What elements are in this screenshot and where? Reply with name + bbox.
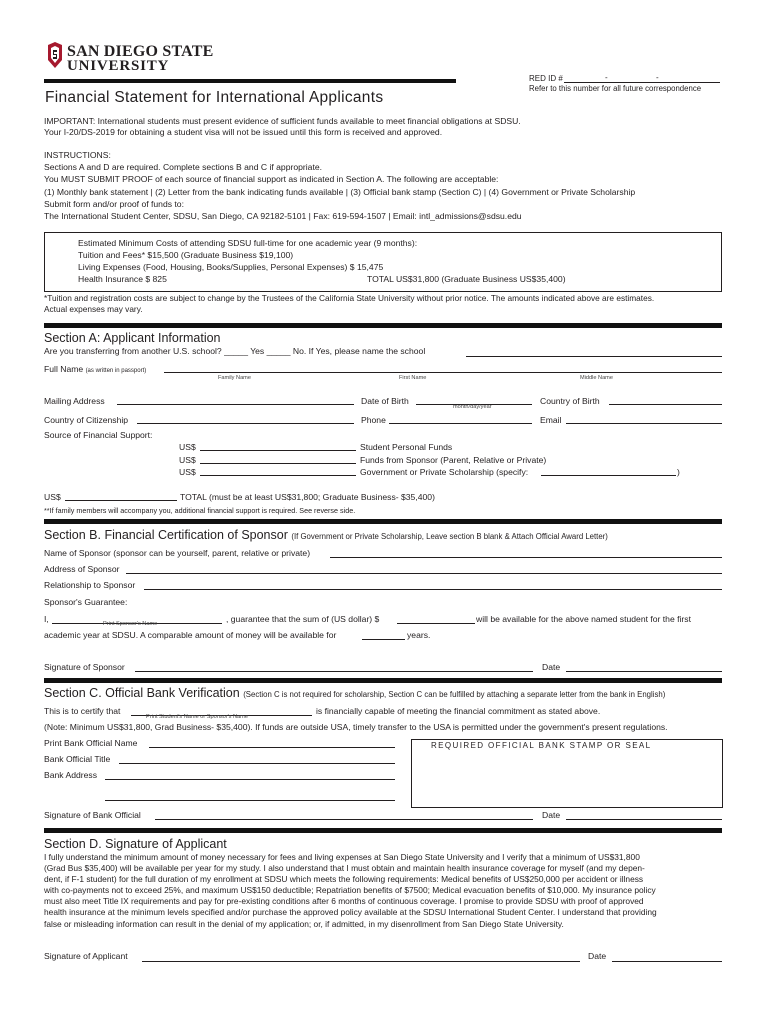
applicant-date-input[interactable] [612, 961, 722, 962]
scholarship-specify-input[interactable] [541, 475, 676, 476]
applicant-signature-input[interactable] [142, 961, 580, 962]
bank-signature-input[interactable] [155, 819, 533, 820]
red-id-label: RED ID # [529, 74, 563, 83]
mailing-address-label: Mailing Address [44, 396, 105, 406]
section-d-rule [44, 828, 722, 833]
bank-address-input-1[interactable] [105, 779, 395, 780]
capable-text: is financially capable of meeting the financial commitment as stated above. [316, 706, 601, 716]
sponsor-address-input[interactable] [126, 573, 722, 574]
bank-date-label: Date [542, 810, 561, 820]
first-name-hint: First Name [399, 375, 427, 381]
source-currency-2: US$ [179, 455, 196, 465]
email-label: Email [540, 415, 562, 425]
guarantee-label: Sponsor's Guarantee: [44, 597, 128, 607]
family-name-hint: Family Name [218, 375, 251, 381]
certify-label: This is to certify that [44, 706, 121, 716]
mailing-address-input[interactable] [117, 404, 354, 405]
costs-heading: Estimated Minimum Costs of attending SDSU full-time for one academic year (9 months): [78, 238, 418, 248]
bank-official-title-label: Bank Official Title [44, 754, 111, 764]
logo-text-line2: UNIVERSITY [67, 58, 170, 74]
sponsor-address-label: Address of Sponsor [44, 564, 120, 574]
transfer-question: Are you transferring from another U.S. school? _____ Yes _____ No. If Yes, please name the school [44, 346, 426, 356]
bank-date-input[interactable] [566, 819, 722, 820]
applicant-date-label: Date [588, 951, 607, 961]
phone-label: Phone [361, 415, 386, 425]
relationship-label: Relationship to Sponsor [44, 580, 136, 590]
total-label: TOTAL (must be at least US$31,800; Graduate Business- $35,400) [180, 492, 435, 502]
dob-hint: month/day/year [453, 404, 492, 410]
sponsor-signature-label: Signature of Sponsor [44, 662, 125, 672]
red-id-note: Refer to this number for all future correspondence [529, 84, 702, 93]
section-d-title: Section D. Signature of Applicant [44, 837, 227, 851]
section-b-title: Section B. Financial Certification of Sponsor (If Government or Private Scholarship, Leave section B blank & Attach Official Award Letter) [44, 528, 608, 542]
total-amount-input[interactable] [65, 500, 177, 501]
sponsor-signature-input[interactable] [135, 671, 533, 672]
bank-signature-label: Signature of Bank Official [44, 810, 141, 820]
available-text: will be available for the above named student for the first [476, 614, 691, 624]
source-currency-1: US$ [179, 442, 196, 452]
guarantee-text: , guarantee that the sum of (US dollar) $ [226, 614, 380, 624]
red-id-sep-1: - [605, 73, 608, 82]
print-student-hint: Print Student's Name or Sponsor's Name [146, 714, 248, 720]
section-b-rule [44, 519, 722, 524]
phone-input[interactable] [389, 423, 532, 424]
dob-label: Date of Birth [361, 396, 409, 406]
section-a-rule [44, 323, 722, 328]
sponsor-date-label: Date [542, 662, 561, 672]
years-input[interactable] [362, 639, 405, 640]
source-amount-1[interactable] [200, 450, 356, 451]
red-id-input[interactable] [564, 82, 720, 83]
middle-name-hint: Middle Name [580, 375, 613, 381]
section-c-rule [44, 678, 722, 683]
relationship-input[interactable] [144, 589, 722, 590]
source-amount-2[interactable] [200, 463, 356, 464]
print-sponsor-hint: Print Sponsor's Name [103, 621, 158, 627]
country-birth-label: Country of Birth [540, 396, 600, 406]
source-amount-3[interactable] [200, 475, 356, 476]
source-label: Source of Financial Support: [44, 430, 153, 440]
citizenship-input[interactable] [137, 423, 354, 424]
bank-note: (Note: Minimum US$31,800, Grad Business- $35,400). If funds are outside USA, timely transfer to the USA is permitted under the government's present regulations. [44, 722, 668, 732]
bank-official-name-input[interactable] [149, 747, 395, 748]
years-label: years. [407, 630, 431, 640]
academic-text: academic year at SDSU. A comparable amount of money will be available for [44, 630, 337, 640]
sponsor-name-input[interactable] [330, 557, 722, 558]
citizenship-label: Country of Citizenship [44, 415, 129, 425]
source-currency-3: US$ [179, 467, 196, 477]
source-label-3: Government or Private Scholarship (specify: [360, 467, 529, 477]
full-name-label: Full Name (as written in passport) [44, 364, 147, 374]
sponsor-date-input[interactable] [566, 671, 722, 672]
bank-address-input-2[interactable] [105, 800, 395, 801]
guarantee-amount-input[interactable] [397, 623, 475, 624]
section-d-text: I fully understand the minimum amount of money necessary for fees and living expenses at San Diego State University and I verify that a minimum of US$31,800 (Grad Bus $35,400) will be available per year for my study. I also understand that I must obtain and maintain health insurance coverage for myself (and my depen- dent, if F-1 student) for the full duration of my enrollment at SDSU which meets the following requirements: Medical benefits of US$250,000 per accident or illness with co-payments not to exceed 25%, and maximum US$150 deductible; Repatriation benefits of $7500; Medical evacuation benefits of $10,000. My insurance policy must also meet Title IX requirements and pay for pre-existing conditions after 6 months of continuous coverage. I promise to provide SDSU with proof of approved health insurance at the minimum levels specified and/or purchase the approved policy available at the SDSU International Student Center. I understand that providing false or misleading information can result in the denial of my application; or, if admitted, in my disenrollment from San Diego State University. [44, 852, 657, 929]
logo-text-line1: SAN DIEGO STATE [67, 43, 214, 60]
bank-official-name-label: Print Bank Official Name [44, 738, 138, 748]
email-input[interactable] [566, 423, 722, 424]
source-label-1: Student Personal Funds [360, 442, 453, 452]
costs-note-2: Actual expenses may vary. [44, 304, 143, 314]
bank-address-label: Bank Address [44, 770, 98, 780]
section-c-title: Section C. Official Bank Verification (Section C is not required for scholarship, Section C can be fulfilled by attaching a separate letter from the bank in English) [44, 686, 666, 700]
costs-living: Living Expenses (Food, Housing, Books/Supplies, Personal Expenses) $ 15,475 [78, 262, 384, 272]
bank-stamp-label: REQUIRED OFFICIAL BANK STAMP OR SEAL [431, 741, 652, 750]
specify-close-paren: ) [677, 467, 680, 477]
section-a-title: Section A: Applicant Information [44, 331, 221, 345]
full-name-input[interactable] [164, 372, 722, 373]
costs-tuition: Tuition and Fees* $15,500 (Graduate Business $19,100) [78, 250, 294, 260]
costs-health: Health Insurance $ 825 [78, 274, 167, 284]
page-title: Financial Statement for International Applicants [45, 89, 384, 106]
important-notice: IMPORTANT: International students must present evidence of sufficient funds available to meet financial obligations at SDSU. Your I-20/DS-2019 for obtaining a student visa will not be issued until this form is received and approved. [44, 116, 521, 137]
applicant-signature-label: Signature of Applicant [44, 951, 128, 961]
bank-official-title-input[interactable] [119, 763, 395, 764]
total-currency: US$ [44, 492, 61, 502]
costs-note-1: *Tuition and registration costs are subject to change by the Trustees of the California State University without prior notice. The amounts indicated above are estimates. [44, 293, 655, 303]
school-name-input[interactable] [466, 356, 722, 357]
sponsor-name-label: Name of Sponsor (sponsor can be yourself, parent, relative or private) [44, 548, 311, 558]
instructions: INSTRUCTIONS: Sections A and D are required. Complete sections B and C if appropriate. You MUST SUBMIT PROOF of each source of financial support as indicated in Section A. The following are acceptable: (1) Monthly bank statement | (2) Letter from the bank indicating funds available | (3) Official bank stamp (Section C) | (4) Government or Private Scholarship Submit form and/or proof of funds to: The International Student Center, SDSU, San Diego, CA 92182-5101 | Fax: 619-594-1507 | Email: intl_admissions@sdsu.edu [44, 150, 636, 222]
red-id-sep-2: - [656, 73, 659, 82]
source-label-2: Funds from Sponsor (Parent, Relative or Private) [360, 455, 547, 465]
guarantee-i: I, [44, 614, 49, 624]
sdsu-logo-icon [46, 42, 64, 70]
header-rule [44, 79, 456, 83]
costs-total: TOTAL US$31,800 (Graduate Business US$35,400) [367, 274, 566, 284]
family-note: **If family members will accompany you, additional financial support is required. See reverse side. [44, 506, 356, 515]
country-birth-input[interactable] [609, 404, 722, 405]
